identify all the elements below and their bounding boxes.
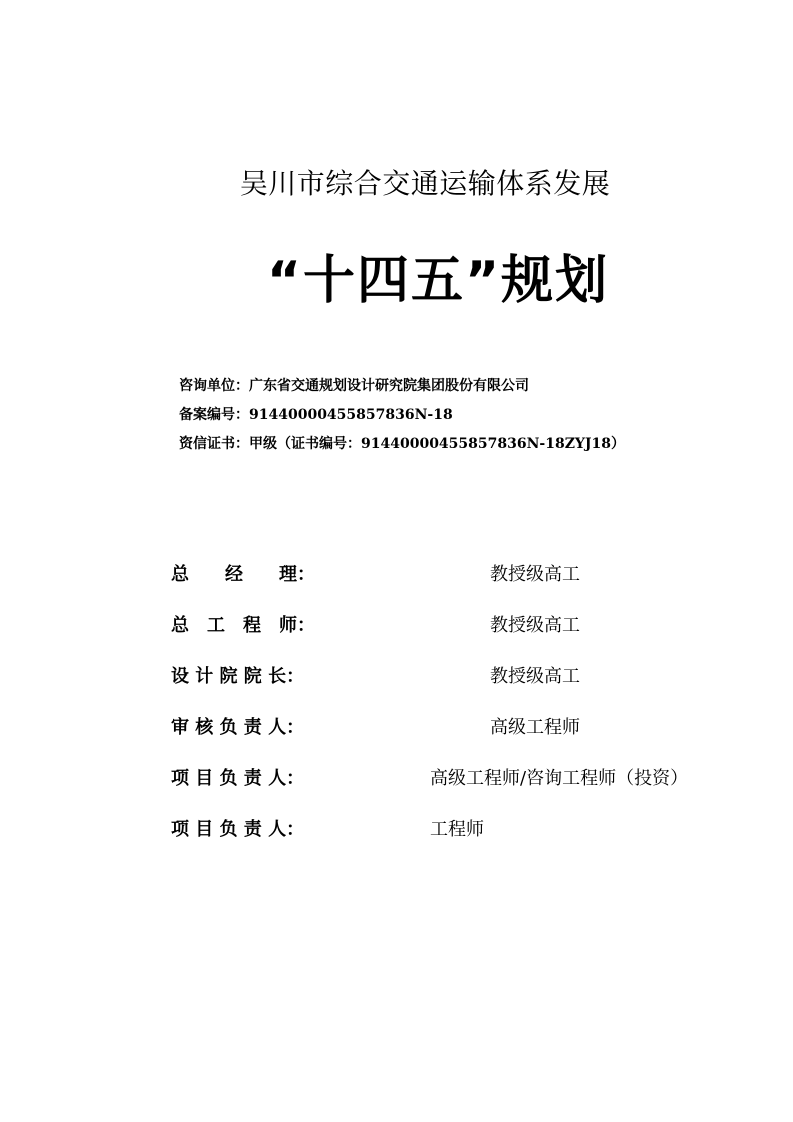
- consultancy-info: [179, 372, 625, 459]
- info-value: 91440000455857836N-18: [249, 407, 453, 423]
- staff-value: 高级工程师: [490, 717, 580, 738]
- info-label: 备案编号：: [179, 407, 249, 423]
- info-label: 咨询单位：: [179, 378, 249, 394]
- staff-label: 项 目 负 责 人：: [171, 768, 305, 789]
- staff-row-review-lead: [171, 713, 731, 764]
- staff-value: 教授级高工: [490, 564, 580, 585]
- staff-row-project-lead: [171, 764, 731, 815]
- staff-row-project-lead-2: [171, 815, 731, 866]
- info-row-filing-number: [179, 401, 625, 430]
- report-title-line2: “十四五”规划: [266, 251, 610, 311]
- staff-value: 教授级高工: [490, 615, 580, 636]
- staff-row-chief-engineer: [171, 611, 731, 662]
- staff-value: 工程师: [430, 819, 484, 840]
- staff-label: 总 经 理：: [171, 564, 315, 585]
- staff-label: 审 核 负 责 人：: [171, 717, 305, 738]
- staff-value: 教授级高工: [490, 666, 580, 687]
- info-label: 资信证书：: [179, 436, 249, 452]
- staff-value: 高级工程师/咨询工程师（投资）: [430, 768, 689, 789]
- info-value: 甲级（证书编号：91440000455857836N-18ZYJ18）: [249, 436, 626, 452]
- info-value: 广东省交通规划设计研究院集团股份有限公司: [249, 378, 529, 394]
- staff-row-general-manager: [171, 560, 731, 611]
- report-title-line1: 吴川市综合交通运输体系发展: [239, 167, 611, 200]
- staff-list: [171, 560, 731, 866]
- staff-label: 设 计 院 院 长：: [171, 666, 305, 687]
- staff-label: 项 目 负 责 人：: [171, 819, 305, 840]
- staff-label: 总 工 程 师：: [171, 615, 315, 636]
- info-row-certificate: [179, 430, 625, 459]
- staff-row-institute-director: [171, 662, 731, 713]
- info-row-consultant: [179, 372, 625, 401]
